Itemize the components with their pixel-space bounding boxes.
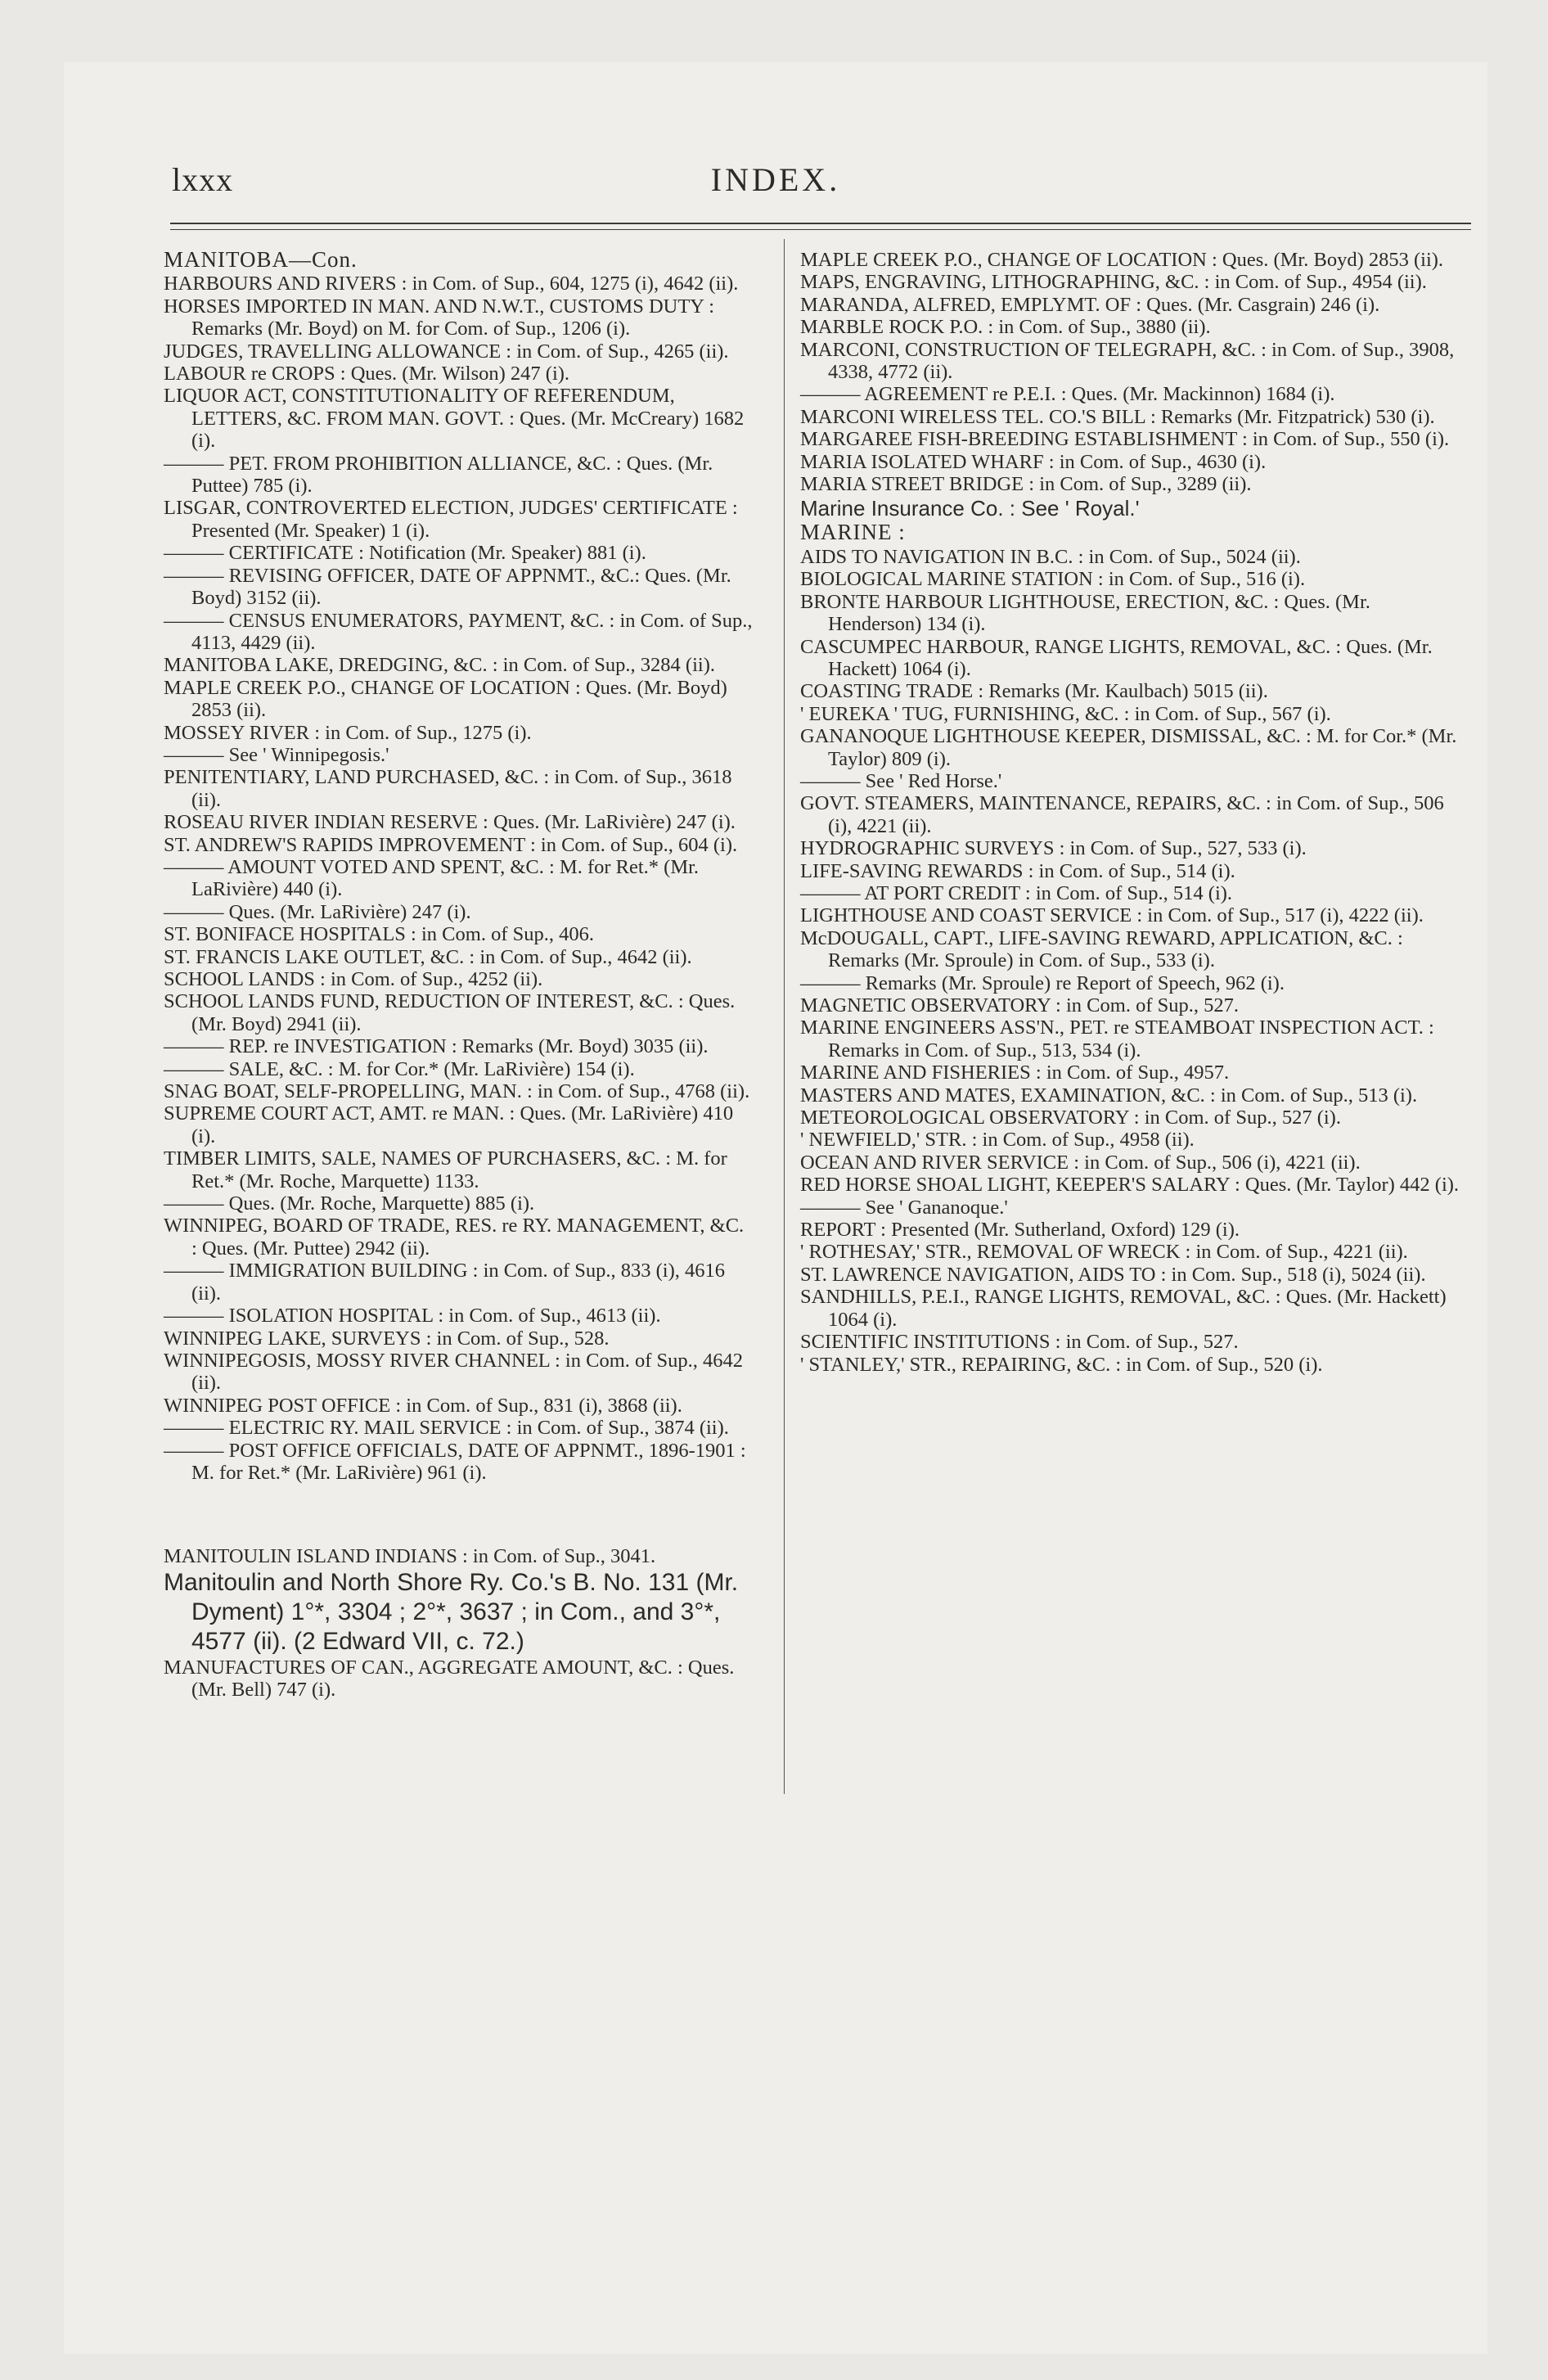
index-entry: LABOUR re CROPS : Ques. (Mr. Wilson) 247 (i). bbox=[164, 363, 570, 385]
index-entry: ——— AT PORT CREDIT : in Com. of Sup., 514 (i). bbox=[800, 881, 1233, 904]
index-heading: MARINE : bbox=[800, 520, 906, 545]
index-entry: MAGNETIC OBSERVATORY : in Com. of Sup., 527. bbox=[800, 994, 1239, 1016]
index-entry: ' STANLEY,' STR., REPAIRING, &C. : in Com. of Sup., 520 (i). bbox=[800, 1353, 1323, 1376]
index-entry: SCIENTIFIC INSTITUTIONS : in Com. of Sup., 527. bbox=[800, 1331, 1239, 1354]
index-entry: MAPS, ENGRAVING, LITHOGRAPHING, &C. : in Com. of Sup., 4954 (ii). bbox=[800, 271, 1427, 294]
index-entry: ——— Ques. (Mr. LaRivière) 247 (i). bbox=[164, 900, 471, 923]
index-entry: MARINE ENGINEERS ASS'N., PET. re STEAMBOAT INSPECTION ACT. : Remarks in Com. of Sup., 513, 534 (i). bbox=[800, 1016, 1434, 1062]
index-entry: ——— IMMIGRATION BUILDING : in Com. of Sup., 833 (i), 4616 (ii). bbox=[164, 1260, 725, 1305]
index-entry: LIQUOR ACT, CONSTITUTIONALITY OF REFERENDUM, LETTERS, &C. FROM MAN. GOVT. : Ques. (Mr. McCreary) 1682 (i). bbox=[164, 385, 745, 453]
index-entry: MANITOULIN ISLAND INDIANS : in Com. of Sup., 3041. bbox=[164, 1545, 656, 1568]
index-entry: MARIA ISOLATED WHARF : in Com. of Sup., 4630 (i). bbox=[800, 450, 1267, 473]
index-entry: WINNIPEG POST OFFICE : in Com. of Sup., 831 (i), 3868 (ii). bbox=[164, 1394, 682, 1417]
index-entry: ——— See ' Gananoque.' bbox=[800, 1196, 1008, 1219]
index-entry: ——— See ' Red Horse.' bbox=[800, 769, 1002, 792]
index-entry: ——— ELECTRIC RY. MAIL SERVICE : in Com. of Sup., 3874 (ii). bbox=[164, 1417, 729, 1440]
index-entry: ——— ISOLATION HOSPITAL : in Com. of Sup., 4613 (ii). bbox=[164, 1305, 661, 1327]
index-heading: MANITOBA—Con. bbox=[164, 247, 358, 272]
index-entry: ——— REVISING OFFICER, DATE OF APPNMT., &C.: Ques. (Mr. Boyd) 3152 (ii). bbox=[164, 564, 731, 610]
index-entry: ——— REP. re INVESTIGATION : Remarks (Mr. Boyd) 3035 (ii). bbox=[164, 1035, 709, 1058]
index-entry: ——— CENSUS ENUMERATORS, PAYMENT, &C. : in Com. of Sup., 4113, 4429 (ii). bbox=[164, 609, 753, 654]
index-entry: WINNIPEG, BOARD OF TRADE, RES. re RY. MANAGEMENT, &C. : Ques. (Mr. Puttee) 2942 (ii). bbox=[164, 1215, 745, 1260]
index-entry: AIDS TO NAVIGATION IN B.C. : in Com. of Sup., 5024 (ii). bbox=[800, 545, 1301, 568]
index-entry: RED HORSE SHOAL LIGHT, KEEPER'S SALARY : Ques. (Mr. Taylor) 442 (i). bbox=[800, 1174, 1460, 1197]
index-entry: LIFE-SAVING REWARDS : in Com. of Sup., 514 (i). bbox=[800, 859, 1235, 882]
index-entry: REPORT : Presented (Mr. Sutherland, Oxford) 129 (i). bbox=[800, 1219, 1240, 1242]
index-entry: ST. LAWRENCE NAVIGATION, AIDS TO : in Com. Sup., 518 (i), 5024 (ii). bbox=[800, 1263, 1426, 1286]
index-entry: Manitoulin and North Shore Ry. Co.'s B. No. 131 (Mr. Dyment) 1°*, 3304 ; 2°*, 3637 ; in Com., and 3°*, 4577 (ii). (2 Edward VII, c. 72.) bbox=[164, 1568, 739, 1655]
index-entry: HYDROGRAPHIC SURVEYS : in Com. of Sup., 527, 533 (i). bbox=[800, 837, 1307, 860]
page-number: lxxx bbox=[172, 161, 234, 198]
index-entry: SNAG BOAT, SELF-PROPELLING, MAN. : in Com. of Sup., 4768 (ii). bbox=[164, 1080, 750, 1103]
index-entry: HARBOURS AND RIVERS : in Com. of Sup., 604, 1275 (i), 4642 (ii). bbox=[164, 273, 739, 295]
index-entry: SCHOOL LANDS FUND, REDUCTION OF INTEREST, &C. : Ques. (Mr. Boyd) 2941 (ii). bbox=[164, 990, 736, 1035]
index-entry: ST. ANDREW'S RAPIDS IMPROVEMENT : in Com. of Sup., 604 (i). bbox=[164, 833, 738, 856]
column-spacer bbox=[164, 1504, 753, 1526]
index-entry: SUPREME COURT ACT, AMT. re MAN. : Ques. (Mr. LaRivière) 410 (i). bbox=[164, 1102, 734, 1147]
index-entry: ——— Remarks (Mr. Sproule) re Report of Speech, 962 (i). bbox=[800, 971, 1285, 994]
index-entry: ' ROTHESAY,' STR., REMOVAL OF WRECK : in Com. of Sup., 4221 (ii). bbox=[800, 1241, 1408, 1264]
index-entry: SANDHILLS, P.E.I., RANGE LIGHTS, REMOVAL, &C. : Ques. (Mr. Hackett) 1064 (i). bbox=[800, 1286, 1447, 1331]
index-entry: ST. FRANCIS LAKE OUTLET, &C. : in Com. of Sup., 4642 (ii). bbox=[164, 945, 692, 968]
index-entry: MARINE AND FISHERIES : in Com. of Sup., 4957. bbox=[800, 1062, 1230, 1084]
index-entry: ——— PET. FROM PROHIBITION ALLIANCE, &C. : Ques. (Mr. Puttee) 785 (i). bbox=[164, 452, 713, 498]
index-entry: MAPLE CREEK P.O., CHANGE OF LOCATION : Ques. (Mr. Boyd) 2853 (ii). bbox=[800, 249, 1444, 271]
index-entry: MANITOBA LAKE, DREDGING, &C. : in Com. of Sup., 3284 (ii). bbox=[164, 654, 715, 677]
index-entry: McDOUGALL, CAPT., LIFE-SAVING REWARD, APPLICATION, &C. : Remarks (Mr. Sproule) in Com. of Sup., 533 (i). bbox=[800, 926, 1403, 972]
index-entry: MARCONI, CONSTRUCTION OF TELEGRAPH, &C. : in Com. of Sup., 3908, 4338, 4772 (ii). bbox=[800, 338, 1455, 384]
left-column bbox=[164, 249, 753, 1702]
index-entry: ROSEAU RIVER INDIAN RESERVE : Ques. (Mr. LaRivière) 247 (i). bbox=[164, 811, 736, 834]
index-entry: LIGHTHOUSE AND COAST SERVICE : in Com. of Sup., 517 (i), 4222 (ii). bbox=[800, 904, 1424, 927]
index-entry: WINNIPEGOSIS, MOSSY RIVER CHANNEL : in Com. of Sup., 4642 (ii). bbox=[164, 1349, 744, 1395]
index-entry: ——— POST OFFICE OFFICIALS, DATE OF APPNMT., 1896-1901 : M. for Ret.* (Mr. LaRivière) 961 (i). bbox=[164, 1439, 746, 1484]
index-entry: METEOROLOGICAL OBSERVATORY : in Com. of Sup., 527 (i). bbox=[800, 1107, 1341, 1129]
index-entry: COASTING TRADE : Remarks (Mr. Kaulbach) 5015 (ii). bbox=[800, 680, 1268, 703]
index-entry: WINNIPEG LAKE, SURVEYS : in Com. of Sup., 528. bbox=[164, 1327, 610, 1350]
index-entry: GANANOQUE LIGHTHOUSE KEEPER, DISMISSAL, &C. : M. for Cor.* (Mr. Taylor) 809 (i). bbox=[800, 725, 1457, 770]
column-divider bbox=[784, 239, 785, 1794]
header-rule-thin bbox=[170, 229, 1471, 230]
index-entry: HORSES IMPORTED IN MAN. AND N.W.T., CUSTOMS DUTY : Remarks (Mr. Boyd) on M. for Com. of Sup., 1206 (i). bbox=[164, 295, 715, 340]
index-entry: MARIA STREET BRIDGE : in Com. of Sup., 3289 (ii). bbox=[800, 473, 1252, 496]
index-entry: PENITENTIARY, LAND PURCHASED, &C. : in Com. of Sup., 3618 (ii). bbox=[164, 766, 732, 811]
index-entry: MARANDA, ALFRED, EMPLYMT. OF : Ques. (Mr. Casgrain) 246 (i). bbox=[800, 293, 1380, 316]
index-entry: SCHOOL LANDS : in Com. of Sup., 4252 (ii). bbox=[164, 968, 543, 990]
index-entry: BRONTE HARBOUR LIGHTHOUSE, ERECTION, &C. : Ques. (Mr. Henderson) 134 (i). bbox=[800, 590, 1370, 636]
index-entry: ' NEWFIELD,' STR. : in Com. of Sup., 4958 (ii). bbox=[800, 1129, 1195, 1152]
index-entry: Marine Insurance Co. : See ' Royal.' bbox=[800, 496, 1140, 521]
index-entry: BIOLOGICAL MARINE STATION : in Com. of Sup., 516 (i). bbox=[800, 568, 1306, 591]
index-entry: ST. BONIFACE HOSPITALS : in Com. of Sup., 406. bbox=[164, 923, 594, 946]
header-rule bbox=[170, 223, 1471, 224]
index-entry: LISGAR, CONTROVERTED ELECTION, JUDGES' CERTIFICATE : Presented (Mr. Speaker) 1 (i). bbox=[164, 497, 738, 542]
index-entry: MASTERS AND MATES, EXAMINATION, &C. : in Com. of Sup., 513 (i). bbox=[800, 1084, 1418, 1107]
index-entry: MARBLE ROCK P.O. : in Com. of Sup., 3880 (ii). bbox=[800, 316, 1211, 339]
index-entry: ——— AMOUNT VOTED AND SPENT, &C. : M. for Ret.* (Mr. LaRivière) 440 (i). bbox=[164, 855, 700, 901]
index-entry: MOSSEY RIVER : in Com. of Sup., 1275 (i). bbox=[164, 721, 532, 744]
index-entry: MAPLE CREEK P.O., CHANGE OF LOCATION : Ques. (Mr. Boyd) 2853 (ii). bbox=[164, 676, 727, 722]
index-entry: JUDGES, TRAVELLING ALLOWANCE : in Com. of Sup., 4265 (ii). bbox=[164, 340, 729, 363]
index-entry: ——— See ' Winnipegosis.' bbox=[164, 743, 389, 766]
right-column bbox=[800, 249, 1463, 1376]
index-entry: CASCUMPEC HARBOUR, RANGE LIGHTS, REMOVAL, &C. : Ques. (Mr. Hackett) 1064 (i). bbox=[800, 635, 1433, 680]
index-entry: MANUFACTURES OF CAN., AGGREGATE AMOUNT, &C. : Ques. (Mr. Bell) 747 (i). bbox=[164, 1656, 735, 1702]
index-entry: MARGAREE FISH-BREEDING ESTABLISHMENT : in Com. of Sup., 550 (i). bbox=[800, 428, 1450, 451]
index-entry: ——— AGREEMENT re P.E.I. : Ques. (Mr. Mackinnon) 1684 (i). bbox=[800, 383, 1335, 406]
index-entry: ——— SALE, &C. : M. for Cor.* (Mr. LaRivière) 154 (i). bbox=[164, 1057, 635, 1080]
index-entry: ——— Ques. (Mr. Roche, Marquette) 885 (i). bbox=[164, 1192, 535, 1215]
index-entry: OCEAN AND RIVER SERVICE : in Com. of Sup., 506 (i), 4221 (ii). bbox=[800, 1151, 1361, 1174]
index-entry: TIMBER LIMITS, SALE, NAMES OF PURCHASERS, &C. : M. for Ret.* (Mr. Roche, Marquette) 1133. bbox=[164, 1147, 727, 1192]
index-entry: GOVT. STEAMERS, MAINTENANCE, REPAIRS, &C. : in Com. of Sup., 506 (i), 4221 (ii). bbox=[800, 792, 1444, 837]
index-entry: ——— CERTIFICATE : Notification (Mr. Speaker) 881 (i). bbox=[164, 542, 646, 565]
index-entry: MARCONI WIRELESS TEL. CO.'S BILL : Remarks (Mr. Fitzpatrick) 530 (i). bbox=[800, 405, 1435, 428]
index-entry: ' EUREKA ' TUG, FURNISHING, &C. : in Com. of Sup., 567 (i). bbox=[800, 702, 1331, 725]
running-head: INDEX. bbox=[710, 161, 841, 198]
index-page bbox=[64, 62, 1487, 2354]
